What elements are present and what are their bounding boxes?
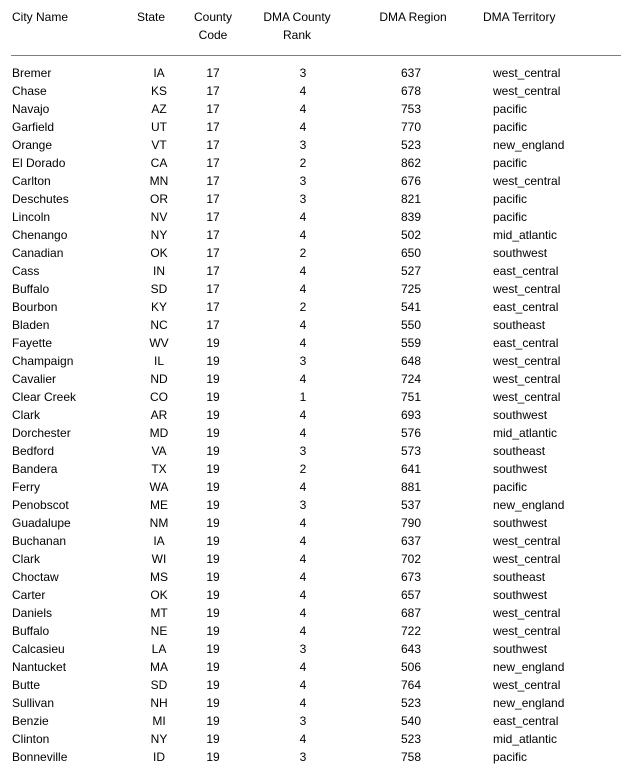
table-row	[0, 406, 621, 424]
table-row	[0, 640, 621, 658]
table-header	[0, 0, 621, 55]
cell-state: ID	[153, 750, 165, 764]
table-row	[0, 82, 621, 100]
cell-dma-region: 702	[400, 552, 422, 566]
cell-dma-territory: west_central	[493, 552, 561, 566]
cell-city-name: Garfield	[12, 120, 55, 134]
cell-dma-region: 641	[400, 462, 422, 476]
cell-state: NV	[150, 210, 168, 224]
cell-county-code: 19	[206, 714, 220, 728]
cell-dma-county-rank: 4	[299, 660, 307, 674]
cell-county-code: 19	[206, 750, 220, 764]
table-row	[0, 622, 621, 640]
cell-county-code: 19	[206, 660, 220, 674]
column-header-state-label: State	[136, 10, 166, 24]
cell-city-name: Bonneville	[12, 750, 68, 764]
cell-dma-territory: pacific	[493, 102, 528, 116]
column-header-dma-territory	[483, 8, 621, 26]
table-row	[0, 532, 621, 550]
cell-city-name: Bandera	[12, 462, 58, 476]
table-row	[0, 334, 621, 352]
cell-state: CA	[150, 156, 168, 170]
column-header-dma-region	[343, 8, 483, 26]
cell-dma-region: 537	[400, 498, 422, 512]
cell-county-code: 19	[206, 426, 220, 440]
cell-dma-territory: mid_atlantic	[493, 426, 558, 440]
cell-dma-region: 770	[400, 120, 422, 134]
cell-state: WA	[149, 480, 169, 494]
table-row	[0, 208, 621, 226]
cell-state: LA	[151, 642, 167, 656]
cell-county-code: 19	[206, 588, 220, 602]
cell-dma-region: 502	[400, 228, 422, 242]
cell-county-code: 17	[206, 156, 220, 170]
table-row	[0, 460, 621, 478]
cell-dma-territory: new_england	[493, 660, 565, 674]
cell-city-name: Dorchester	[12, 426, 71, 440]
cell-dma-county-rank: 4	[299, 570, 307, 584]
cell-city-name: Clark	[12, 408, 41, 422]
table-row	[0, 244, 621, 262]
cell-dma-territory: new_england	[493, 138, 565, 152]
cell-state: IA	[153, 66, 165, 80]
cell-dma-region: 881	[400, 480, 422, 494]
cell-city-name: Lincoln	[12, 210, 51, 224]
cell-dma-county-rank: 3	[299, 714, 307, 728]
cell-city-name: Calcasieu	[12, 642, 65, 656]
table-row	[0, 262, 621, 280]
cell-dma-region: 724	[400, 372, 422, 386]
cell-county-code: 19	[206, 732, 220, 746]
cell-dma-region: 527	[400, 264, 422, 278]
cell-city-name: Clear Creek	[12, 390, 77, 404]
cell-dma-county-rank: 4	[299, 588, 307, 602]
cell-dma-territory: west_central	[493, 84, 561, 98]
cell-city-name: Buchanan	[12, 534, 67, 548]
cell-state: NY	[150, 732, 168, 746]
cell-city-name: Navajo	[12, 102, 50, 116]
cell-county-code: 19	[206, 552, 220, 566]
cell-city-name: Canadian	[12, 246, 64, 260]
cell-county-code: 17	[206, 102, 220, 116]
cell-state: UT	[151, 120, 167, 134]
cell-city-name: Butte	[12, 678, 41, 692]
cell-county-code: 19	[206, 498, 220, 512]
cell-county-code: 19	[206, 534, 220, 548]
cell-dma-territory: southwest	[493, 246, 548, 260]
table-body	[0, 56, 621, 766]
cell-dma-territory: southwest	[493, 642, 548, 656]
cell-dma-territory: west_central	[493, 66, 561, 80]
cell-dma-region: 673	[400, 570, 422, 584]
cell-state: IN	[153, 264, 165, 278]
column-header-dma-county-rank	[251, 8, 343, 44]
cell-dma-region: 764	[400, 678, 422, 692]
table-row	[0, 370, 621, 388]
cell-dma-county-rank: 4	[299, 264, 307, 278]
column-header-city-name-label: City Name	[12, 10, 69, 24]
cell-dma-region: 821	[400, 192, 422, 206]
cell-dma-territory: west_central	[493, 678, 561, 692]
cell-dma-region: 725	[400, 282, 422, 296]
column-header-county-code-label: County Code	[193, 10, 233, 42]
cell-state: KS	[150, 84, 167, 98]
table-row	[0, 496, 621, 514]
table-row	[0, 316, 621, 334]
table-row	[0, 136, 621, 154]
cell-dma-region: 550	[400, 318, 422, 332]
cell-dma-region: 676	[400, 174, 422, 188]
cell-city-name: Bedford	[12, 444, 55, 458]
cell-state: MN	[149, 174, 169, 188]
cell-dma-region: 637	[400, 534, 422, 548]
cell-county-code: 17	[206, 84, 220, 98]
cell-dma-region: 637	[400, 66, 422, 80]
cell-county-code: 19	[206, 390, 220, 404]
cell-dma-region: 722	[400, 624, 422, 638]
cell-dma-territory: new_england	[493, 498, 565, 512]
cell-county-code: 19	[206, 336, 220, 350]
table-row	[0, 226, 621, 244]
cell-city-name: Buffalo	[12, 282, 50, 296]
cell-dma-territory: southwest	[493, 462, 548, 476]
cell-dma-region: 523	[400, 696, 422, 710]
cell-city-name: Clinton	[12, 732, 50, 746]
cell-dma-region: 862	[400, 156, 422, 170]
cell-state: ND	[150, 372, 168, 386]
cell-dma-county-rank: 3	[299, 138, 307, 152]
table-row	[0, 694, 621, 712]
table-row	[0, 100, 621, 118]
cell-county-code: 17	[206, 174, 220, 188]
column-header-county-code	[175, 8, 251, 44]
cell-dma-county-rank: 4	[299, 210, 307, 224]
cell-city-name: Choctaw	[12, 570, 59, 584]
cell-dma-territory: new_england	[493, 696, 565, 710]
table-row	[0, 388, 621, 406]
cell-dma-region: 839	[400, 210, 422, 224]
cell-state: NY	[150, 228, 168, 242]
cell-dma-territory: west_central	[493, 606, 561, 620]
column-header-state	[127, 8, 175, 26]
table-row	[0, 280, 621, 298]
cell-dma-county-rank: 4	[299, 516, 307, 530]
cell-county-code: 19	[206, 606, 220, 620]
cell-state: MI	[152, 714, 166, 728]
cell-dma-county-rank: 4	[299, 102, 307, 116]
cell-dma-county-rank: 4	[299, 606, 307, 620]
cell-county-code: 17	[206, 282, 220, 296]
cell-dma-county-rank: 4	[299, 228, 307, 242]
cell-city-name: Bladen	[12, 318, 50, 332]
cell-dma-territory: southwest	[493, 516, 548, 530]
cell-city-name: Clark	[12, 552, 41, 566]
cell-county-code: 19	[206, 624, 220, 638]
cell-dma-region: 790	[400, 516, 422, 530]
cell-dma-county-rank: 2	[299, 462, 307, 476]
table-row	[0, 172, 621, 190]
cell-state: MT	[150, 606, 168, 620]
cell-state: SD	[150, 678, 168, 692]
cell-county-code: 17	[206, 246, 220, 260]
cell-dma-county-rank: 3	[299, 498, 307, 512]
cell-county-code: 17	[206, 300, 220, 314]
cell-dma-county-rank: 4	[299, 282, 307, 296]
cell-city-name: Chase	[12, 84, 47, 98]
table-row	[0, 514, 621, 532]
cell-dma-territory: southeast	[493, 570, 546, 584]
cell-county-code: 17	[206, 318, 220, 332]
table-row	[0, 550, 621, 568]
cell-dma-county-rank: 3	[299, 354, 307, 368]
cell-county-code: 19	[206, 696, 220, 710]
cell-state: MD	[149, 426, 169, 440]
cell-state: OK	[150, 246, 168, 260]
cell-dma-region: 650	[400, 246, 422, 260]
cell-dma-territory: west_central	[493, 624, 561, 638]
cell-dma-territory: east_central	[493, 264, 559, 278]
table-row	[0, 298, 621, 316]
cell-state: AR	[150, 408, 168, 422]
cell-dma-region: 751	[400, 390, 422, 404]
cell-county-code: 19	[206, 516, 220, 530]
cell-dma-county-rank: 3	[299, 750, 307, 764]
cell-dma-territory: pacific	[493, 156, 528, 170]
cell-city-name: Ferry	[12, 480, 40, 494]
cell-dma-territory: pacific	[493, 120, 528, 134]
cell-city-name: Guadalupe	[12, 516, 71, 530]
table-row	[0, 604, 621, 622]
cell-dma-territory: southeast	[493, 444, 546, 458]
cell-dma-territory: pacific	[493, 750, 528, 764]
cell-county-code: 19	[206, 408, 220, 422]
cell-dma-county-rank: 3	[299, 66, 307, 80]
cell-dma-region: 758	[400, 750, 422, 764]
cell-dma-region: 506	[400, 660, 422, 674]
cell-dma-region: 523	[400, 138, 422, 152]
cell-dma-territory: southwest	[493, 408, 548, 422]
table-row	[0, 118, 621, 136]
cell-state: NE	[150, 624, 168, 638]
cell-dma-territory: west_central	[493, 534, 561, 548]
cell-county-code: 19	[206, 570, 220, 584]
cell-dma-region: 753	[400, 102, 422, 116]
cell-state: SD	[150, 282, 168, 296]
cell-dma-territory: mid_atlantic	[493, 228, 558, 242]
cell-dma-county-rank: 4	[299, 408, 307, 422]
cell-dma-county-rank: 4	[299, 552, 307, 566]
cell-city-name: Orange	[12, 138, 53, 152]
cell-state: NH	[150, 696, 168, 710]
cell-county-code: 19	[206, 678, 220, 692]
cell-dma-county-rank: 3	[299, 642, 307, 656]
cell-county-code: 17	[206, 192, 220, 206]
cell-dma-territory: west_central	[493, 354, 561, 368]
cell-state: VA	[151, 444, 167, 458]
cell-city-name: Champaign	[12, 354, 74, 368]
table-row	[0, 424, 621, 442]
cell-dma-county-rank: 4	[299, 336, 307, 350]
cell-dma-region: 643	[400, 642, 422, 656]
column-header-city-name	[12, 8, 127, 26]
cell-city-name: Deschutes	[12, 192, 69, 206]
cell-state: TX	[151, 462, 167, 476]
cell-dma-territory: east_central	[493, 300, 559, 314]
cell-dma-region: 541	[400, 300, 422, 314]
cell-dma-territory: east_central	[493, 714, 559, 728]
cell-city-name: El Dorado	[12, 156, 66, 170]
cell-county-code: 17	[206, 210, 220, 224]
cell-dma-county-rank: 4	[299, 624, 307, 638]
cell-dma-county-rank: 4	[299, 372, 307, 386]
cell-county-code: 19	[206, 354, 220, 368]
cell-dma-county-rank: 4	[299, 84, 307, 98]
cell-county-code: 17	[206, 138, 220, 152]
cell-dma-region: 523	[400, 732, 422, 746]
table-row	[0, 730, 621, 748]
cell-dma-region: 576	[400, 426, 422, 440]
table-row	[0, 64, 621, 82]
column-header-dma-territory-label: DMA Territory	[483, 10, 556, 24]
cell-dma-county-rank: 4	[299, 120, 307, 134]
cell-state: NM	[149, 516, 169, 530]
cell-state: WI	[151, 552, 167, 566]
cell-dma-territory: southwest	[493, 588, 548, 602]
cell-dma-territory: west_central	[493, 372, 561, 386]
cell-county-code: 17	[206, 228, 220, 242]
cell-city-name: Carlton	[12, 174, 51, 188]
cell-dma-region: 687	[400, 606, 422, 620]
cell-dma-county-rank: 4	[299, 732, 307, 746]
cell-county-code: 19	[206, 480, 220, 494]
cell-dma-county-rank: 2	[299, 300, 307, 314]
cell-dma-territory: southeast	[493, 318, 546, 332]
cell-dma-territory: west_central	[493, 174, 561, 188]
cell-city-name: Carter	[12, 588, 46, 602]
table-row	[0, 190, 621, 208]
cell-dma-county-rank: 4	[299, 318, 307, 332]
cell-dma-county-rank: 4	[299, 696, 307, 710]
cell-state: CO	[150, 390, 168, 404]
cell-county-code: 17	[206, 66, 220, 80]
cell-dma-territory: east_central	[493, 336, 559, 350]
cell-city-name: Penobscot	[12, 498, 69, 512]
cell-county-code: 19	[206, 642, 220, 656]
cell-city-name: Sullivan	[12, 696, 55, 710]
cell-county-code: 19	[206, 444, 220, 458]
column-header-dma-region-label: DMA Region	[379, 10, 447, 24]
cell-dma-county-rank: 3	[299, 444, 307, 458]
cell-dma-region: 540	[400, 714, 422, 728]
cell-state: IL	[153, 354, 164, 368]
cell-dma-county-rank: 3	[299, 174, 307, 188]
table-row	[0, 352, 621, 370]
cell-county-code: 17	[206, 120, 220, 134]
cell-county-code: 17	[206, 264, 220, 278]
cell-city-name: Bourbon	[12, 300, 58, 314]
cell-city-name: Daniels	[12, 606, 53, 620]
cell-state: WV	[149, 336, 169, 350]
cell-dma-territory: pacific	[493, 480, 528, 494]
cell-city-name: Cass	[12, 264, 40, 278]
cell-county-code: 19	[206, 462, 220, 476]
table-row	[0, 748, 621, 766]
cell-dma-region: 693	[400, 408, 422, 422]
table-row	[0, 154, 621, 172]
cell-state: IA	[153, 534, 165, 548]
table-row	[0, 676, 621, 694]
table-row	[0, 568, 621, 586]
cell-dma-territory: pacific	[493, 192, 528, 206]
cell-dma-region: 657	[400, 588, 422, 602]
cell-state: ME	[150, 498, 168, 512]
cell-dma-region: 678	[400, 84, 422, 98]
cell-state: AZ	[151, 102, 167, 116]
cell-state: KY	[150, 300, 167, 314]
cell-state: NC	[150, 318, 168, 332]
cell-city-name: Benzie	[12, 714, 49, 728]
column-header-dma-county-rank-label: DMA County Rank	[263, 10, 331, 42]
cell-dma-region: 573	[400, 444, 422, 458]
table-row	[0, 442, 621, 460]
cell-city-name: Chenango	[12, 228, 68, 242]
cell-dma-county-rank: 2	[299, 156, 307, 170]
cell-dma-county-rank: 4	[299, 480, 307, 494]
cell-state: MA	[150, 660, 168, 674]
cell-state: MS	[150, 570, 168, 584]
cell-dma-county-rank: 2	[299, 246, 307, 260]
cell-dma-region: 559	[400, 336, 422, 350]
cell-dma-region: 648	[400, 354, 422, 368]
cell-state: VT	[151, 138, 167, 152]
table-row	[0, 658, 621, 676]
cell-dma-territory: west_central	[493, 282, 561, 296]
cell-state: OK	[150, 588, 168, 602]
cell-dma-county-rank: 4	[299, 534, 307, 548]
cell-dma-county-rank: 1	[299, 390, 307, 404]
cell-city-name: Bremer	[12, 66, 52, 80]
cell-city-name: Nantucket	[12, 660, 67, 674]
cell-dma-county-rank: 4	[299, 426, 307, 440]
cell-dma-county-rank: 4	[299, 678, 307, 692]
table-row	[0, 586, 621, 604]
cell-dma-territory: pacific	[493, 210, 528, 224]
cell-dma-territory: mid_atlantic	[493, 732, 558, 746]
cell-state: OR	[150, 192, 168, 206]
table-row	[0, 478, 621, 496]
cell-dma-territory: west_central	[493, 390, 561, 404]
cell-city-name: Fayette	[12, 336, 53, 350]
cell-county-code: 19	[206, 372, 220, 386]
cell-city-name: Buffalo	[12, 624, 50, 638]
header-row	[0, 8, 621, 44]
cell-dma-county-rank: 3	[299, 192, 307, 206]
cell-city-name: Cavalier	[12, 372, 57, 386]
table-row	[0, 712, 621, 730]
